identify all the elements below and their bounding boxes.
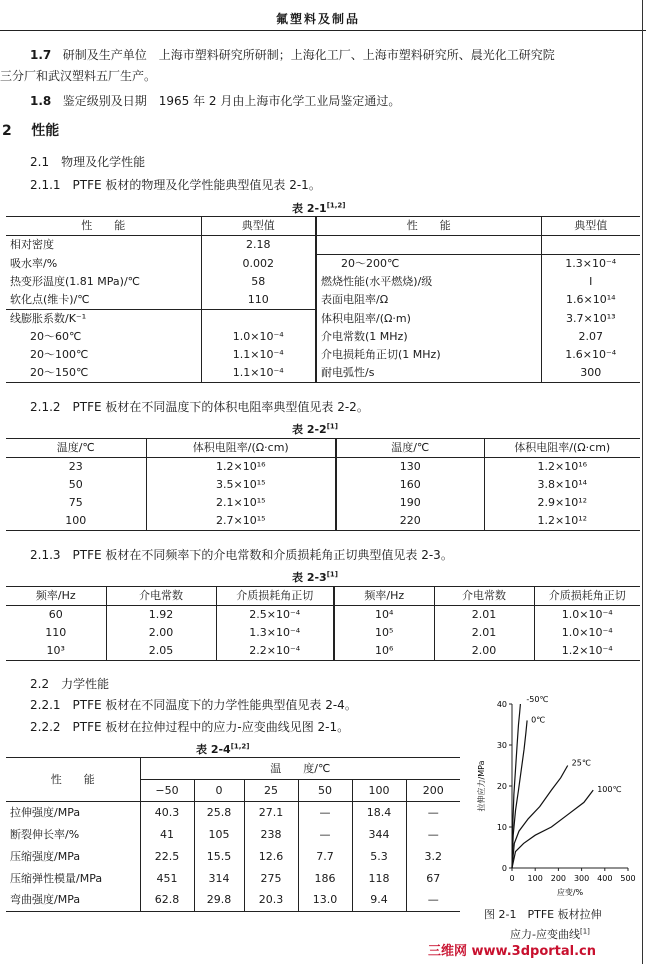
table-cell: 23 <box>68 460 83 473</box>
table-2-2 <box>6 438 640 531</box>
table-cell: 2.1×10¹⁵ <box>146 494 336 512</box>
table-cell: 344 <box>352 824 406 846</box>
header-title: 氟塑料及制品 <box>276 12 361 26</box>
column-header-temp: −50 <box>140 780 194 802</box>
table-cell: 160 <box>336 476 484 494</box>
table-cell: 18.4 <box>352 802 406 824</box>
table-cell: 22.5 <box>140 846 194 868</box>
column-header-temperature: 温 度/℃ <box>140 758 460 780</box>
table-cell: 67 <box>406 868 460 890</box>
table-cell: 3.2 <box>406 846 460 868</box>
y-tick-label: 0 <box>501 864 507 873</box>
table-cell: 相对密度 <box>10 238 54 252</box>
table-row <box>6 458 640 477</box>
table-cell: 238 <box>244 824 298 846</box>
table-cell: 29.8 <box>194 890 244 912</box>
table-cell: 1.3×10⁻⁴ <box>216 624 334 642</box>
table-row <box>6 364 640 383</box>
y-tick-label: 30 <box>496 741 507 750</box>
table-cell: 220 <box>336 512 484 531</box>
table-cell: 451 <box>140 868 194 890</box>
table-cell: 0.002 <box>201 255 316 274</box>
table-cell: 110 <box>45 626 67 639</box>
para-1-7-text: 研制及生产单位 上海市塑料研究所研制；上海化工厂、上海市塑料研究所、晨光化工研究院 <box>62 48 555 62</box>
table-cell: 13.0 <box>298 890 352 912</box>
para-1-7-continued: 三分厂和武汉塑料五厂生产。 <box>0 69 157 83</box>
column-header: 频率/Hz <box>334 587 434 606</box>
table-row <box>6 346 640 364</box>
table-cell: 60 <box>48 608 63 621</box>
para-2-1-1: 2.1.1 PTFE 板材的物理及化学性能典型值见表 2-1。 <box>30 178 321 192</box>
table-cell: 2.2×10⁻⁴ <box>216 642 334 661</box>
table-cell: 10⁵ <box>334 624 434 642</box>
table-cell: 吸水率/% <box>10 256 58 270</box>
table-cell: — <box>406 824 460 846</box>
figure-caption-line2: 应力-应变曲线[1] <box>510 927 590 941</box>
table-2-1-caption: 表 2-1[1,2] <box>292 201 346 215</box>
table-cell: 1.6×10⁻⁴ <box>541 346 640 364</box>
x-tick-label: 0 <box>509 874 515 883</box>
table-cell: 50 <box>68 478 83 491</box>
table-cell <box>316 236 541 255</box>
x-tick-label: 300 <box>573 874 590 883</box>
series-label: 25℃ <box>571 758 591 768</box>
column-header: 温度/℃ <box>336 439 484 458</box>
table-cell: 20～60℃ <box>30 330 82 343</box>
table-cell: 介电常数(1 MHz) <box>316 328 541 346</box>
column-header-temp: 200 <box>406 780 460 802</box>
table-cell: 25.8 <box>194 802 244 824</box>
y-tick-label: 40 <box>496 700 507 709</box>
column-header: 介质损耗角正切 <box>534 587 640 606</box>
series-label: -50℃ <box>526 695 549 704</box>
table-cell: 314 <box>194 868 244 890</box>
table-cell: 1.2×10¹⁶ <box>484 458 640 477</box>
column-header: 体积电阻率/(Ω·cm) <box>484 439 640 458</box>
table-cell: 1.0×10⁻⁴ <box>534 606 640 625</box>
section-2-heading <box>2 123 59 139</box>
para-2-1-2: 2.1.2 PTFE 板材在不同温度下的体积电阻率典型值见表 2-2。 <box>30 400 369 414</box>
table-cell: 2.01 <box>434 624 534 642</box>
table-cell: 9.4 <box>352 890 406 912</box>
table-cell: 软化点(维卡)/℃ <box>6 291 201 310</box>
table-cell: 耐电弧性/s <box>316 364 541 383</box>
table-cell: 20～200℃ <box>316 255 541 274</box>
page-edge-rule <box>642 0 643 964</box>
table-cell: 3.8×10¹⁴ <box>484 476 640 494</box>
table-cell: 15.5 <box>194 846 244 868</box>
table-row <box>6 868 460 890</box>
table-cell: 130 <box>336 458 484 477</box>
series-label: 100℃ <box>597 785 622 795</box>
series-label: 0℃ <box>531 715 546 725</box>
table-cell: 3.7×10¹³ <box>541 310 640 329</box>
table-cell <box>541 236 640 255</box>
table-cell: 190 <box>336 494 484 512</box>
table-cell: 275 <box>244 868 298 890</box>
table-row <box>6 890 460 912</box>
figure-2-1-chart <box>470 690 640 900</box>
table-row-header <box>6 758 460 780</box>
heading-2-2: 2.2 力学性能 <box>30 677 110 691</box>
table-2-4 <box>6 757 460 912</box>
table-cell: 2.01 <box>434 606 534 625</box>
y-tick-label: 10 <box>496 823 507 832</box>
x-tick-label: 400 <box>597 874 613 883</box>
table-cell: 1.1×10⁻⁴ <box>201 346 316 364</box>
table-cell: 12.6 <box>244 846 298 868</box>
column-header: 性 能 <box>6 217 201 236</box>
table-cell: 2.9×10¹² <box>484 494 640 512</box>
para-1-8-text: 鉴定级别及日期 1965 年 2 月由上海市化学工业局鉴定通过。 <box>62 94 401 108</box>
table-cell: 2.5×10⁻⁴ <box>216 606 334 625</box>
table-cell: 2.00 <box>106 624 216 642</box>
table-cell: 41 <box>140 824 194 846</box>
column-header-temp: 0 <box>194 780 244 802</box>
watermark-text: 三维网 www.3dportal.cn <box>428 944 597 959</box>
table-cell: — <box>298 824 352 846</box>
table-cell: 27.1 <box>244 802 298 824</box>
table-row <box>6 494 640 512</box>
table-2-4-caption: 表 2-4[1,2] <box>196 742 250 756</box>
column-header: 介质损耗角正切 <box>216 587 334 606</box>
table-cell: 断裂伸长率/% <box>10 827 80 841</box>
para-2-1-3: 2.1.3 PTFE 板材在不同频率下的介电常数和介质损耗角正切典型值见表 2-3。 <box>30 548 453 562</box>
table-cell: 1.1×10⁻⁴ <box>201 364 316 383</box>
table-cell: 2.05 <box>106 642 216 661</box>
table-cell: — <box>406 802 460 824</box>
table-cell: 7.7 <box>298 846 352 868</box>
column-header: 温度/℃ <box>6 439 146 458</box>
column-header: 典型值 <box>541 217 640 236</box>
column-header-property: 性 能 <box>6 758 140 802</box>
table-cell: 300 <box>541 364 640 383</box>
table-cell: 10⁶ <box>334 642 434 661</box>
table-row <box>6 291 640 310</box>
column-header-temp: 50 <box>298 780 352 802</box>
table-cell: 20.3 <box>244 890 298 912</box>
column-header-temp: 25 <box>244 780 298 802</box>
table-cell: I <box>541 273 640 291</box>
table-row <box>6 310 640 329</box>
table-cell: 线膨胀系数/K⁻¹ <box>10 312 87 325</box>
table-cell: 3.5×10¹⁵ <box>146 476 336 494</box>
table-2-1 <box>6 216 640 383</box>
y-axis-title: 拉伸应力/MPa <box>477 760 486 812</box>
table-row <box>6 328 640 346</box>
column-header: 介电常数 <box>106 587 216 606</box>
table-cell: — <box>298 802 352 824</box>
table-cell: 体积电阻率/(Ω·m) <box>316 310 541 329</box>
table-cell: 拉伸强度/MPa <box>10 805 81 819</box>
table-cell: 表面电阻率/Ω <box>316 291 541 310</box>
table-cell: 1.0×10⁻⁴ <box>201 328 316 346</box>
table-cell: 58 <box>201 273 316 291</box>
table-row-header <box>6 217 640 236</box>
figure-caption-line1: 图 2-1 PTFE 板材拉伸 <box>484 908 602 921</box>
column-header: 性 能 <box>316 217 541 236</box>
table-cell: 压缩强度/MPa <box>10 849 81 863</box>
x-tick-label: 100 <box>527 874 543 883</box>
table-row <box>6 802 460 824</box>
table-cell: 105 <box>194 824 244 846</box>
table-cell: 1.2×10¹² <box>484 512 640 531</box>
x-tick-label: 200 <box>550 874 567 883</box>
column-header: 体积电阻率/(Ω·cm) <box>146 439 336 458</box>
para-1-8 <box>30 93 400 109</box>
table-cell: 1.6×10¹⁴ <box>541 291 640 310</box>
table-row <box>6 642 640 661</box>
series-line-3 <box>512 790 593 868</box>
table-row <box>6 606 640 625</box>
table-cell: 75 <box>68 496 83 509</box>
page-header <box>0 6 646 31</box>
table-cell: 2.7×10¹⁵ <box>146 512 336 531</box>
table-cell: 弯曲强度/MPa <box>6 890 140 912</box>
table-2-2-caption: 表 2-2[1] <box>292 422 338 436</box>
table-row <box>6 273 640 291</box>
table-row <box>6 255 640 274</box>
table-row <box>6 824 460 846</box>
table-cell <box>201 310 316 329</box>
para-1-7 <box>30 47 555 63</box>
column-header: 介电常数 <box>434 587 534 606</box>
table-cell: 62.8 <box>140 890 194 912</box>
table-cell: 20～100℃ <box>30 348 89 361</box>
para-1-7-number: 1.7 <box>30 48 52 62</box>
x-axis-title: 应变/% <box>556 888 584 897</box>
table-cell: 186 <box>298 868 352 890</box>
table-cell: 40.3 <box>140 802 194 824</box>
para-2-2-2: 2.2.2 PTFE 板材在拉伸过程中的应力-应变曲线见图 2-1。 <box>30 720 350 734</box>
table-cell: 5.3 <box>352 846 406 868</box>
column-header: 典型值 <box>201 217 316 236</box>
column-header-temp: 100 <box>352 780 406 802</box>
section-2-number: 2 <box>2 123 12 139</box>
para-2-2-1: 2.2.1 PTFE 板材在不同温度下的力学性能典型值见表 2-4。 <box>30 698 357 712</box>
table-2-3-caption: 表 2-3[1] <box>292 570 338 584</box>
table-cell: 热变形温度(1.81 MPa)/℃ <box>10 275 141 288</box>
section-2-title: 性能 <box>31 123 60 139</box>
table-row-header <box>6 587 640 606</box>
table-cell: 100 <box>6 512 146 531</box>
table-row <box>6 512 640 531</box>
table-cell: 110 <box>201 291 316 310</box>
table-2-3 <box>6 586 640 661</box>
table-cell: 2.18 <box>201 236 316 255</box>
table-cell: 2.07 <box>541 328 640 346</box>
heading-2-1: 2.1 物理及化学性能 <box>30 155 146 169</box>
table-cell: — <box>406 890 460 912</box>
table-row <box>6 236 640 255</box>
table-cell: 1.92 <box>106 606 216 625</box>
table-cell: 1.3×10⁻⁴ <box>541 255 640 274</box>
table-cell: 压缩弹性模量/MPa <box>10 871 103 885</box>
table-cell: 燃烧性能(水平燃烧)/级 <box>316 273 541 291</box>
para-1-8-number: 1.8 <box>30 94 52 108</box>
table-row <box>6 476 640 494</box>
table-row <box>6 624 640 642</box>
table-cell: 1.2×10⁻⁴ <box>534 642 640 661</box>
table-cell: 10³ <box>6 642 106 661</box>
table-cell: 118 <box>352 868 406 890</box>
y-tick-label: 20 <box>496 782 507 791</box>
x-tick-label: 500 <box>620 874 636 883</box>
table-cell: 20～150℃ <box>6 364 201 383</box>
table-cell: 介电损耗角正切(1 MHz) <box>316 346 541 364</box>
table-cell: 1.0×10⁻⁴ <box>534 624 640 642</box>
table-row <box>6 846 460 868</box>
column-header: 频率/Hz <box>6 587 106 606</box>
table-cell: 10⁴ <box>334 606 434 625</box>
table-cell: 1.2×10¹⁶ <box>146 458 336 477</box>
table-cell: 2.00 <box>434 642 534 661</box>
table-row-header <box>6 439 640 458</box>
